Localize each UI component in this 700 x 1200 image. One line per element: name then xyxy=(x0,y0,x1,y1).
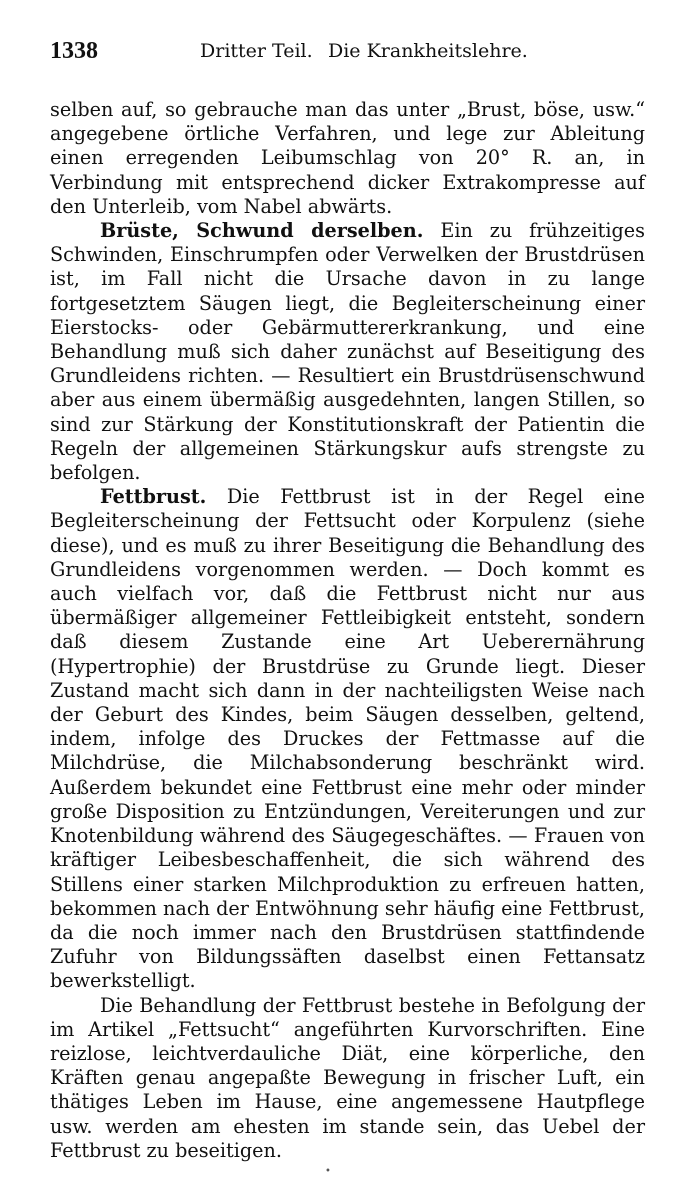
paragraph-text: Ein zu frühzeitiges Schwinden, Einschrumpfen oder Verwelken der Brustdrüsen ist, im Fall nicht die Ursache davon in zu lange fortgesetztem Säugen liegt, die Begleiterscheinung einer Eierstocks- oder Gebärmuttererkrankung, und eine Behandlung muß sich daher zunächst auf Beseitigung des Grundleidens richten. — Resultiert ein Brustdrüsenschwund aber aus einem übermäßig ausgedehnten, langen Stillen, so sind zur Stärkung der Konstitutionskraft der Patientin die Regeln der allgemeinen Stärkungskur aufs strengste zu befolgen. xyxy=(50,219,645,485)
page-number: 1338 xyxy=(50,38,98,64)
entry-fettbrust xyxy=(50,485,645,993)
book-page xyxy=(50,36,645,1163)
paragraph-text: Die Behandlung der Fettbrust bestehe in Befolgung der im Artikel „Fettsucht“ angeführten Kurvorschriften. Eine reizlose, leichtverdauliche Diät, eine körperliche, den Kräften genau angepaßte Bewegung in frischer Luft, ein thätiges Leben im Hause, eine angemessene Hautpflege usw. werden am ehesten im stande sein, das Uebel der Fettbrust zu beseitigen. xyxy=(50,993,645,1162)
chapter-heading: Die Krankheitslehre. xyxy=(328,40,528,62)
print-dot-mark: • xyxy=(325,1166,331,1177)
paragraph-treatment xyxy=(50,994,645,1163)
entry-keyword: Brüste, Schwund derselben. xyxy=(100,219,424,243)
entry-brueste-schwund xyxy=(50,219,645,485)
part-heading: Dritter Teil. xyxy=(200,40,313,62)
entry-keyword: Fettbrust. xyxy=(100,485,207,509)
body-text xyxy=(50,98,645,1163)
paragraph-text: selben auf, so gebrauche man das unter „Brust, böse, usw.“ angegebene örtliche Verfahren, und lege zur Ableitung einen erregenden Leibumschlag von 20° R. an, in Verbindung mit entsprechend dicker Extrakompresse auf den Unterleib, vom Nabel abwärts. xyxy=(50,98,645,218)
paragraph-text: Die Fettbrust ist in der Regel eine Begleiterscheinung der Fettsucht oder Korpulenz (siehe diese), und es muß zu ihrer Beseitigung die Behandlung des Grundleidens vorgenommen werden. — Doch kommt es auch vielfach vor, daß die Fettbrust nicht nur aus übermäßiger allgemeiner Fettleibigkeit entsteht, sondern daß diesem Zustande eine Art Ueberernährung (Hypertrophie) der Brustdrüse zu Grunde liegt. Dieser Zustand macht sich dann in der nachteiligsten Weise nach der Geburt des Kindes, beim Säugen desselben, geltend, indem, infolge des Druckes der Fettmasse auf die Milchdrüse, die Milchabsonderung beschränkt wird. Außerdem bekundet eine Fettbrust eine mehr oder minder große Disposition zu Entzündungen, Vereiterungen und zur Knotenbildung während des Säugegeschäftes. — Frauen von kräftiger Leibesbeschaffenheit, die sich während des Stillens einer starken Milchproduktion zu erfreuen hatten, bekommen nach der Entwöhnung sehr häufig eine Fettbrust, da die noch immer nach den Brustdrüsen stattfindende Zufuhr von Bildungssäften daselbst einen Fettansatz bewerkstelligt. xyxy=(50,485,645,993)
running-head xyxy=(50,36,645,72)
paragraph-continuation xyxy=(50,98,645,219)
